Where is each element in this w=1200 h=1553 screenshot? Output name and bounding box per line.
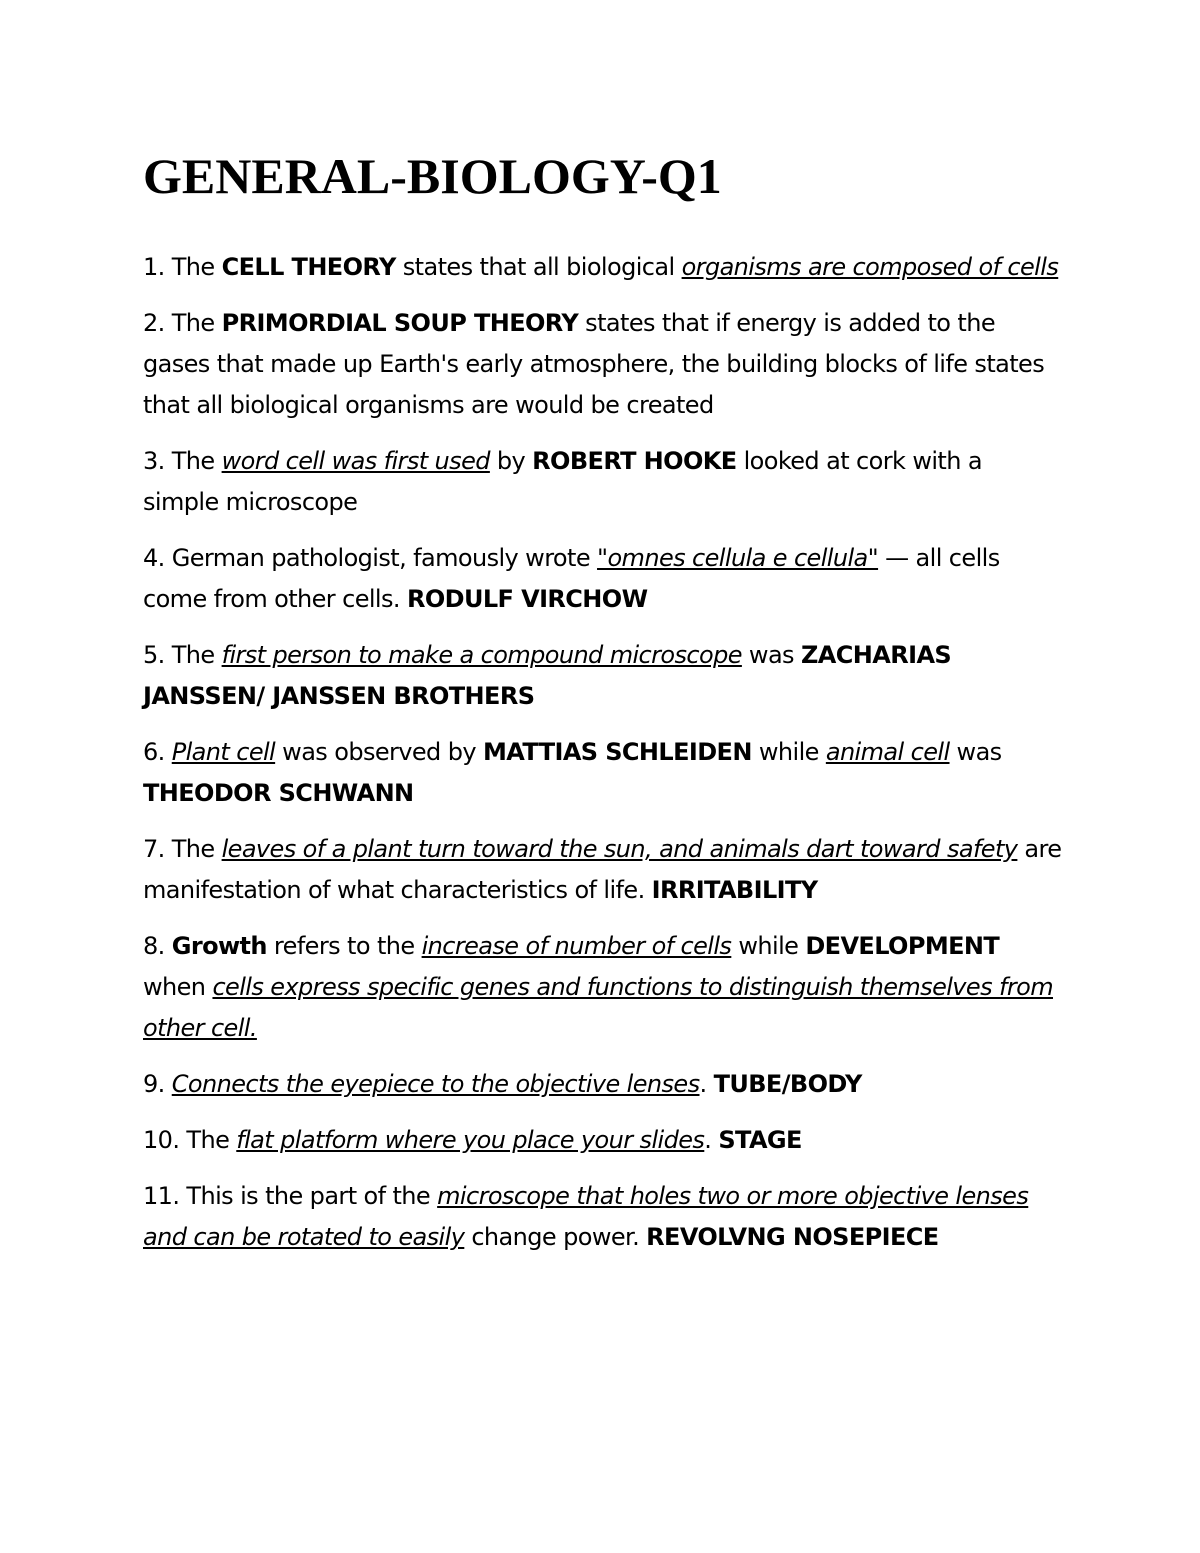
question-text: 6. [143, 738, 172, 766]
key-phrase: increase of number of cells [421, 932, 732, 960]
document-page [143, 145, 1063, 1273]
question-text: was [949, 738, 1002, 766]
answer-term: CELL THEORY [221, 253, 396, 281]
question-item-7 [143, 829, 1063, 911]
question-text: 3. The [143, 447, 222, 475]
question-text: while [751, 738, 826, 766]
question-text: 1. The [143, 253, 222, 281]
question-text: while [731, 932, 806, 960]
question-item-4 [143, 538, 1063, 620]
question-item-6 [143, 732, 1063, 814]
key-phrase: microscope that holes two or more objective lenses and can be rotated to easily [143, 1182, 1029, 1251]
answer-term: ROBERT HOOKE [532, 447, 737, 475]
question-item-5 [143, 635, 1063, 717]
answer-term: THEODOR SCHWANN [143, 779, 414, 807]
question-text: states that all biological [395, 253, 682, 281]
question-text: — all cells come from other cells. [143, 544, 1000, 613]
answer-term: RODULF VIRCHOW [406, 585, 648, 613]
question-text: by [489, 447, 533, 475]
document-title: GENERAL-BIOLOGY-Q1 [143, 148, 722, 204]
question-item-8 [143, 926, 1063, 1049]
answer-term: IRRITABILITY [651, 876, 818, 904]
key-phrase: Plant cell [171, 738, 276, 766]
question-text: 4. German pathologist, famously wrote [143, 544, 598, 572]
question-text: . [704, 1126, 719, 1154]
question-item-1 [143, 247, 1063, 288]
answer-term: TUBE/BODY [713, 1070, 862, 1098]
question-text: 9. [143, 1070, 172, 1098]
question-text: are manifestation of what characteristics of life. [143, 835, 1062, 904]
answer-term: Growth [171, 932, 267, 960]
question-text: change power. [464, 1223, 647, 1251]
key-phrase: organisms are composed of cells [681, 253, 1059, 281]
key-phrase: first person to make a compound microscope [221, 641, 742, 669]
answer-term: REVOLVNG NOSEPIECE [646, 1223, 939, 1251]
answer-term: PRIMORDIAL SOUP THEORY [221, 309, 579, 337]
key-phrase: word cell was first used [221, 447, 490, 475]
question-item-10 [143, 1120, 1063, 1161]
question-item-3 [143, 441, 1063, 523]
key-phrase: flat platform where you place your slides [236, 1126, 705, 1154]
question-text: . [699, 1070, 714, 1098]
key-phrase: cells express specific genes and functions to distinguish themselves from other cell. [143, 973, 1053, 1042]
key-phrase: Connects the eyepiece to the objective lenses [171, 1070, 700, 1098]
question-text: was observed by [275, 738, 483, 766]
question-item-2 [143, 303, 1063, 426]
question-list [143, 247, 1063, 1258]
question-item-9 [143, 1064, 1063, 1105]
question-text: looked at cork with a simple microscope [143, 447, 982, 516]
answer-term: STAGE [718, 1126, 802, 1154]
answer-term: MATTIAS SCHLEIDEN [483, 738, 752, 766]
answer-term: ZACHARIAS JANSSEN/ JANSSEN BROTHERS [143, 641, 952, 710]
answer-term: DEVELOPMENT [805, 932, 1000, 960]
question-text: 8. [143, 932, 172, 960]
question-text: 2. The [143, 309, 222, 337]
question-text: was [741, 641, 801, 669]
key-phrase: animal cell [825, 738, 950, 766]
question-text: refers to the [266, 932, 422, 960]
question-item-11 [143, 1176, 1063, 1258]
key-phrase: "omnes cellula e cellula" [597, 544, 879, 572]
question-text: 10. The [143, 1126, 237, 1154]
key-phrase: leaves of a plant turn toward the sun, and animals dart toward safety [221, 835, 1018, 863]
question-text: 5. The [143, 641, 222, 669]
question-text: states that if energy is added to the gases that made up Earth's early atmosphere, the building blocks of life states that all biological organisms are would be created [143, 309, 1045, 419]
question-text: 7. The [143, 835, 222, 863]
question-text: 11. This is the part of the [143, 1182, 438, 1210]
question-text: when [143, 973, 213, 1001]
